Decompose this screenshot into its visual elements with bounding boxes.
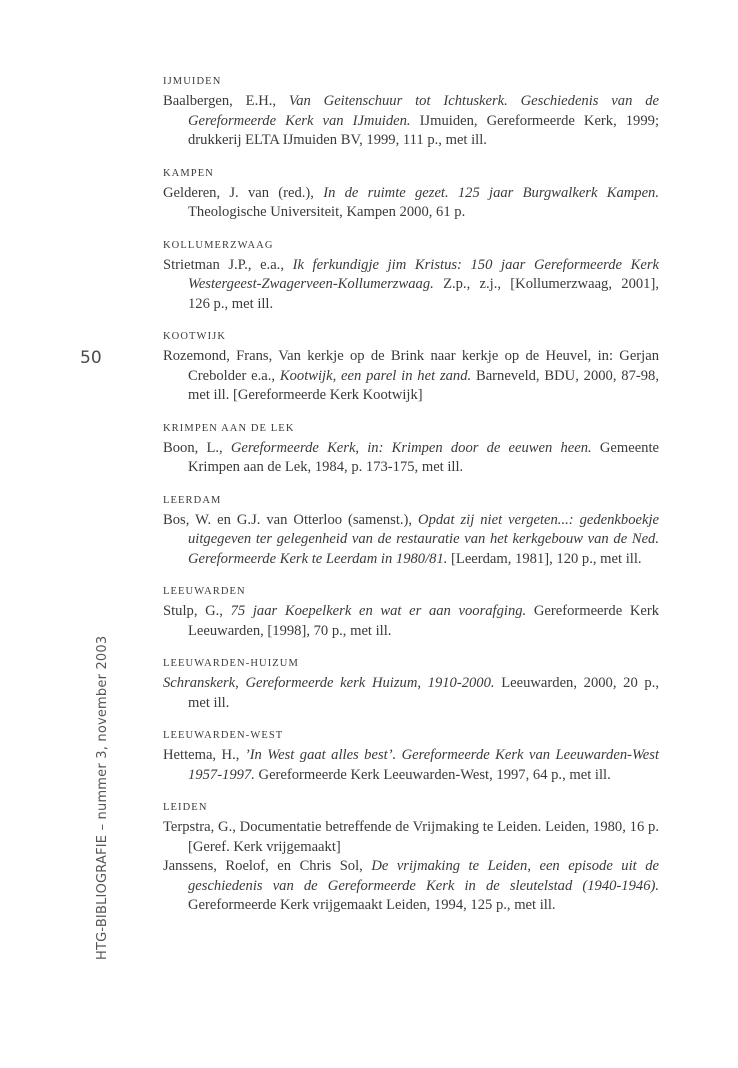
bibliography-entry (163, 439, 659, 478)
entry-text: Z.p., z.j., [Kollumerzwaag, 2001], 126 p., met ill. (188, 276, 659, 312)
entry-title: ’In West gaat alles best’. Gereformeerde Kerk van Leeuwarden-West 1957-1997. (188, 747, 659, 783)
entry-text: Terpstra, G., Documentatie betreffende de Vrijmaking te Leiden. Leiden, 1980, 16 p. [Geref. Kerk vrijgemaakt] (163, 819, 659, 855)
place-heading: KOOTWIJK (163, 331, 227, 342)
entry-text: Gelderen, J. van (red.), (163, 184, 324, 201)
place-heading: LEEUWARDEN-WEST (163, 730, 284, 741)
place-heading: LEEUWARDEN-HUIZUM (163, 658, 299, 669)
place-heading: KRIMPEN AAN DE LEK (163, 422, 295, 434)
section-kollumerzwaag (163, 240, 659, 315)
entry-text: Baalbergen, E.H., (163, 93, 289, 109)
section-leeuwarden-huizum (163, 658, 659, 713)
bibliography-entry (163, 674, 659, 713)
entry-text: Rozemond, Frans, Van kerkje op de Brink naar kerkje op de Heuvel, in: Gerjan Crebolder e.a., (163, 348, 659, 384)
section-leiden (163, 802, 659, 916)
bibliography-entry (163, 92, 659, 151)
entry-text: Gereformeerde Kerk Leeuwarden-West, 1997, 64 p., met ill. (254, 766, 611, 783)
entry-title: Schranskerk, Gereformeerde kerk Huizum, 1910-2000. (163, 675, 495, 691)
entry-text: Janssens, Roelof, en Chris Sol, (163, 858, 372, 874)
bibliography-list (163, 76, 659, 933)
entry-title: Gereformeerde Kerk, in: Krimpen door de eeuwen heen. (230, 439, 592, 456)
entry-text: Stulp, G., (163, 603, 231, 619)
section-ijmuiden (163, 76, 659, 151)
running-footer: HTG-BIBLIOGRAFIE – nummer 3, november 2003 (95, 635, 110, 960)
bibliography-entry (163, 256, 659, 315)
entry-text: Hettema, H., (163, 747, 245, 763)
bibliography-entry (163, 511, 659, 570)
section-kampen (163, 168, 659, 223)
bibliography-entry (163, 184, 659, 223)
entry-text: [Leerdam, 1981], 120 p., met ill. (447, 550, 642, 567)
entry-text: Gereformeerde Kerk vrijgemaakt Leiden, 1994, 125 p., met ill. (188, 897, 556, 913)
section-leeuwarden (163, 586, 659, 641)
bibliography-entry (163, 857, 659, 916)
entry-title: De vrijmaking te Leiden, een episode uit de geschiedenis van de Gereformeerde Kerk in de sleutelstad (1940-1946). (188, 858, 659, 894)
entry-title: In de ruimte gezet. 125 jaar Burgwalkerk Kampen. (323, 184, 659, 201)
place-heading: LEEUWARDEN (163, 586, 246, 597)
section-krimpen-aan-de-lek (163, 423, 659, 478)
entry-title: Kootwijk, een parel in het zand. (279, 367, 472, 384)
entry-text: Theologische Universiteit, Kampen 2000, 61 p. (188, 204, 466, 220)
entry-text: Barneveld, BDU, 2000, 87-98, met ill. [Gereformeerde Kerk Kootwijk] (188, 367, 659, 403)
entry-title: Ik ferkundigje jim Kristus: 150 jaar Gereformeerde Kerk Westergeest-Zwagerveen-Kollumerzwaag. (188, 256, 659, 292)
entry-text: IJmuiden, Gereformeerde Kerk, 1999; drukkerij ELTA IJmuiden BV, 1999, 111 p., met ill. (188, 112, 659, 148)
entry-text: Boon, L., (163, 439, 231, 456)
place-heading: KAMPEN (163, 167, 214, 179)
entry-text: Bos, W. en G.J. van Otterloo (samenst.), (163, 511, 419, 528)
place-heading: KOLLUMERZWAAG (163, 239, 274, 251)
section-leerdam (163, 495, 659, 570)
entry-text: Strietman J.P., e.a., (163, 256, 293, 273)
place-heading: IJMUIDEN (163, 76, 222, 87)
entry-text: Gemeente Krimpen aan de Lek, 1984, p. 173-175, met ill. (188, 439, 660, 475)
entry-text: Gereformeerde Kerk Leeuwarden, [1998], 70 p., met ill. (188, 603, 660, 639)
entry-title: 75 jaar Koepelkerk en wat er aan voorafging. (230, 603, 527, 619)
section-kootwijk (163, 331, 659, 406)
bibliography-entry (163, 602, 659, 641)
bibliography-entry (163, 347, 659, 406)
entry-text: Leeuwarden, 2000, 20 p., met ill. (188, 675, 659, 711)
place-heading: LEERDAM (163, 494, 222, 506)
place-heading: LEIDEN (163, 802, 208, 813)
entry-title: Opdat zij niet vergeten...: gedenkboekje uitgegeven ter gelegenheid van de restauratie van het kerkgebouw van de Ned. Gereformeerde Kerk te Leerdam in 1980/81. (188, 511, 659, 567)
page-number: 50 (80, 348, 102, 368)
bibliography-entry (163, 746, 659, 785)
bibliography-entry (163, 818, 659, 857)
entry-title: Van Geitenschuur tot Ichtuskerk. Geschiedenis van de Gereformeerde Kerk van IJmuiden. (188, 93, 659, 129)
section-leeuwarden-west (163, 730, 659, 785)
